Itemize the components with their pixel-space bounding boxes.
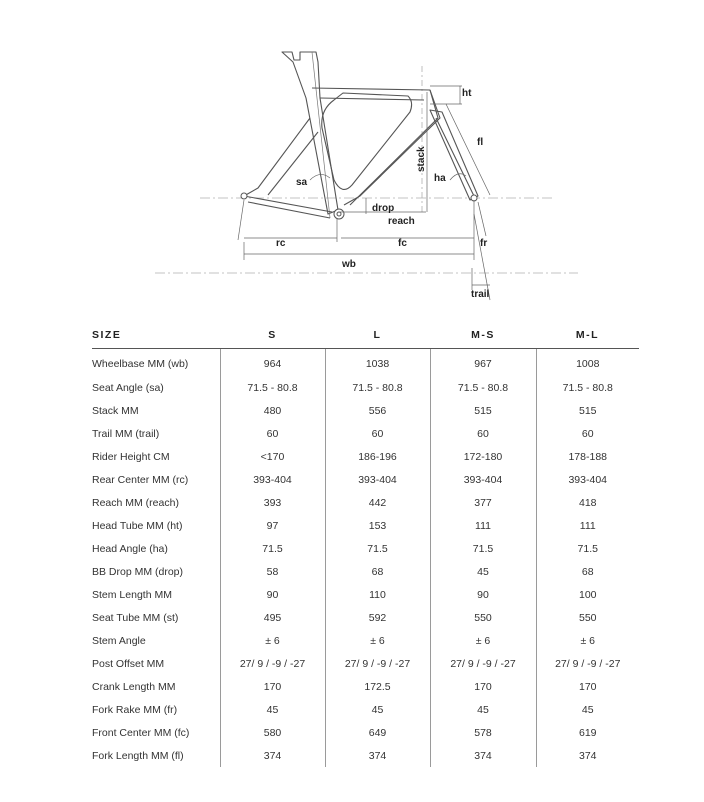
table-cell: 60 <box>220 422 325 445</box>
table-cell: 374 <box>220 744 325 767</box>
table-cell: 71.5 <box>325 537 430 560</box>
row-label: Front Center MM (fc) <box>92 721 220 744</box>
row-label: Head Angle (ha) <box>92 537 220 560</box>
label-wb: wb <box>342 259 356 270</box>
table-cell: ± 6 <box>325 629 430 652</box>
table-cell: 580 <box>220 721 325 744</box>
label-stack: stack <box>416 146 427 172</box>
row-label: Seat Angle (sa) <box>92 376 220 399</box>
row-label: Fork Rake MM (fr) <box>92 698 220 721</box>
table-cell: 27/ 9 / -9 / -27 <box>220 652 325 675</box>
row-label: Wheelbase MM (wb) <box>92 349 220 377</box>
table-cell: 495 <box>220 606 325 629</box>
geometry-table <box>92 321 639 767</box>
row-label: Stack MM <box>92 399 220 422</box>
table-cell: 60 <box>430 422 536 445</box>
row-label: Rider Height CM <box>92 445 220 468</box>
table-row <box>92 606 639 629</box>
table-cell: 515 <box>578 404 597 417</box>
table-cell: 97 <box>220 514 325 537</box>
label-fr: fr <box>480 238 488 249</box>
table-cell: 649 <box>325 721 430 744</box>
table-cell: 71.5 - 80.8 <box>325 376 430 399</box>
table-cell: 578 <box>430 721 536 744</box>
header-s: S <box>220 321 325 349</box>
table-row <box>92 652 639 675</box>
table-cell: 45 <box>220 698 325 721</box>
table-row <box>92 583 639 606</box>
table-cell: 393-404 <box>568 473 608 486</box>
table-cell: 71.5 - 80.8 <box>430 376 536 399</box>
table-cell: 170 <box>430 675 536 698</box>
table-cell: 374 <box>578 749 597 762</box>
table-cell: 153 <box>325 514 430 537</box>
table-cell: 60 <box>581 427 594 440</box>
table-cell: 45 <box>430 560 536 583</box>
reference-lines <box>155 66 578 273</box>
row-label: Rear Center MM (rc) <box>92 468 220 491</box>
table-cell: 58 <box>220 560 325 583</box>
table-cell: 393-404 <box>430 468 536 491</box>
table-row <box>92 491 639 514</box>
table-cell: 393-404 <box>325 468 430 491</box>
row-label: Fork Length MM (fl) <box>92 744 220 767</box>
table-header-row <box>92 321 639 349</box>
table-cell: 1008 <box>576 358 600 370</box>
table-cell: 374 <box>325 744 430 767</box>
frame-outline <box>244 52 478 218</box>
table-cell: 45 <box>430 698 536 721</box>
row-label: Stem Length MM <box>92 583 220 606</box>
frame-geometry-diagram <box>0 0 704 310</box>
table-cell: 550 <box>578 611 597 624</box>
table-cell: 71.5 <box>577 542 598 555</box>
row-label: Stem Angle <box>92 629 220 652</box>
table-cell: 60 <box>325 422 430 445</box>
header-m-s: M-S <box>430 321 536 349</box>
header-size: SIZE <box>92 321 220 349</box>
table-row <box>92 698 639 721</box>
row-label: Trail MM (trail) <box>92 422 220 445</box>
table-cell: ± 6 <box>430 629 536 652</box>
table-cell: 172.5 <box>325 675 430 698</box>
table-cell: <170 <box>220 445 325 468</box>
table-cell: 100 <box>578 588 597 601</box>
row-label: BB Drop MM (drop) <box>92 560 220 583</box>
table-cell: 186-196 <box>325 445 430 468</box>
row-label: Head Tube MM (ht) <box>92 514 220 537</box>
table-cell: 45 <box>581 703 594 716</box>
table-row <box>92 675 639 698</box>
label-ht: ht <box>462 88 472 99</box>
table-row <box>92 422 639 445</box>
table-cell: 68 <box>581 565 594 578</box>
label-fl: fl <box>477 137 484 148</box>
table-cell: 45 <box>325 698 430 721</box>
table-cell: 592 <box>325 606 430 629</box>
table-cell: 71.5 - 80.8 <box>220 376 325 399</box>
table-cell: ± 6 <box>580 634 596 647</box>
table-cell: 418 <box>578 496 597 509</box>
table-cell: 71.5 <box>430 537 536 560</box>
table-cell: 442 <box>325 491 430 514</box>
label-sa: sa <box>296 177 308 188</box>
label-drop: drop <box>372 203 395 214</box>
table-cell: 90 <box>220 583 325 606</box>
table-row <box>92 399 639 422</box>
table-cell: ± 6 <box>220 629 325 652</box>
table-row <box>92 349 639 377</box>
table-row <box>92 721 639 744</box>
table-cell: 172-180 <box>430 445 536 468</box>
table-cell: 27/ 9 / -9 / -27 <box>325 652 430 675</box>
table-cell: 964 <box>220 349 325 377</box>
table-cell: 110 <box>325 583 430 606</box>
table-cell: 374 <box>430 744 536 767</box>
table-cell: 393-404 <box>220 468 325 491</box>
table-cell: 967 <box>430 349 536 377</box>
label-reach: reach <box>388 216 415 227</box>
label-ha: ha <box>434 173 446 184</box>
label-trail: trail <box>471 289 490 300</box>
table-cell: 111 <box>579 519 596 532</box>
table-row <box>92 376 639 399</box>
table-cell: 170 <box>220 675 325 698</box>
row-label: Reach MM (reach) <box>92 491 220 514</box>
table-cell: 480 <box>220 399 325 422</box>
table-cell: 111 <box>430 514 536 537</box>
table-cell: 68 <box>325 560 430 583</box>
row-label: Post Offset MM <box>92 652 220 675</box>
header-m-l: M-L <box>536 321 639 349</box>
dimension-lines <box>238 86 490 300</box>
table-row <box>92 744 639 767</box>
table-cell: 90 <box>430 583 536 606</box>
header-l: L <box>325 321 430 349</box>
table-row <box>92 468 639 491</box>
table-cell: 556 <box>325 399 430 422</box>
table-cell: 515 <box>430 399 536 422</box>
row-label: Seat Tube MM (st) <box>92 606 220 629</box>
table-cell: 170 <box>578 680 597 693</box>
table-row <box>92 514 639 537</box>
table-cell: 27/ 9 / -9 / -27 <box>555 657 621 670</box>
table-cell: 619 <box>578 726 597 739</box>
row-label: Crank Length MM <box>92 675 220 698</box>
label-rc: rc <box>276 238 286 249</box>
table-row <box>92 560 639 583</box>
table-cell: 27/ 9 / -9 / -27 <box>430 652 536 675</box>
table-cell: 377 <box>430 491 536 514</box>
table-cell: 71.5 - 80.8 <box>562 381 613 394</box>
table-cell: 550 <box>430 606 536 629</box>
table-cell: 71.5 <box>220 537 325 560</box>
table-cell: 393 <box>220 491 325 514</box>
table-row <box>92 629 639 652</box>
table-row <box>92 445 639 468</box>
label-fc: fc <box>398 238 407 249</box>
table-cell: 178-188 <box>568 450 608 463</box>
table-row <box>92 537 639 560</box>
table-cell: 1038 <box>325 349 430 377</box>
